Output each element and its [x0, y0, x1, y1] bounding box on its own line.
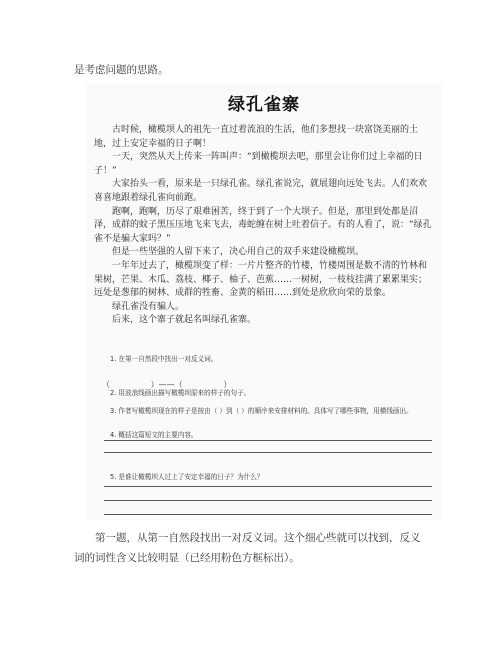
story-paragraph: 绿孔雀没有骗人。	[112, 301, 185, 312]
answer-line-q5-3[interactable]	[104, 514, 432, 515]
answer-line-q5-2[interactable]	[104, 500, 432, 501]
answer-line-q4-2[interactable]	[104, 452, 432, 453]
worksheet-scan	[86, 84, 442, 520]
question-5: 5. 是谁让橄榄坝人过上了安定幸福的日子？为什么？	[110, 473, 264, 481]
intro-text: 是考虑问题的思路。	[74, 64, 169, 76]
antonym-answer-blank[interactable]: （ ）——（ ）	[102, 380, 232, 389]
story-paragraph: 一年年过去了，橄榄坝变了样：一片片整齐的竹楼，竹楼周围是数不清的竹林和果树，芒果、木瓜、荔枝、椰子、柚子、芭蕉……一树树，一枝枝挂满了累累果实；远处是葱郁的树林、成群的牲畜、金黄的稻田……到处是欣欣向荣的景象。	[94, 260, 428, 299]
question-3: 3. 作者写橄榄坝现在的样子是按由（ ）到（ ）的顺序来安排材料的。具体写了哪些事物，用横线画出。	[110, 407, 413, 415]
story-paragraph: 一天，突然从天上传来一阵叫声：“到橄榄坝去吧，那里会让你们过上幸福的日子！”	[94, 152, 423, 176]
worksheet-title: 绿孔雀寨	[228, 95, 300, 115]
story-paragraph: 但是一些坚强的人留下来了，决心用自己的双手来建设橄榄坝。	[112, 247, 365, 258]
question-2: 2. 用波浪线画出描写橄榄坝原来的样子的句子。	[110, 389, 251, 397]
story-body	[94, 124, 434, 328]
explanation-paragraph: 第一题，从第一自然段找出一对反义词。这个细心些就可以找到，反义词的词性含义比较明显（已经用粉色方框标出）。	[74, 532, 421, 564]
question-1: 1. 在第一自然段中找出一对反义词。	[110, 355, 218, 363]
story-paragraph: 后来，这个寨子就起名叫绿孔雀寨。	[112, 315, 257, 326]
story-paragraph: 跑啊，跑啊，历尽了艰难困苦，终于到了一个大坝子。但是，那里到处都是沼泽，成群的蚊子黑压压地飞来飞去，毒蛇缠在树上吐着信子。有的人看了，说：“绿孔雀不是骗大家吗？”	[94, 206, 432, 244]
answer-line-q4-1[interactable]	[104, 440, 432, 441]
question-4: 4. 概括这篇短文的主要内容。	[110, 431, 198, 439]
story-paragraph: 大家抬头一看，原来是一只绿孔雀。绿孔雀说完，就展翅向远处飞去。人们欢欢喜喜地跟着绿孔雀向前跑。	[94, 179, 428, 203]
story-paragraph: 古时候，橄榄坝人的祖先一直过着流浪的生活，他们多想找一块富饶美丽的土地，过上安定幸福的日子啊！	[94, 125, 419, 149]
answer-line-q5-1[interactable]	[104, 486, 432, 487]
